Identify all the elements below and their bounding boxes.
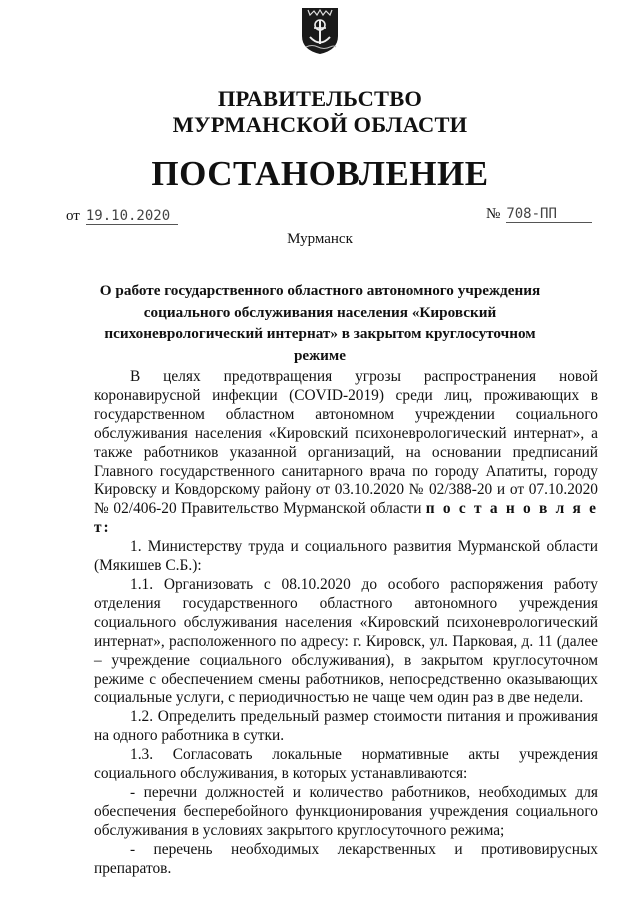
government-name [0, 86, 640, 138]
document-number: 708-ПП [506, 206, 592, 223]
bullet-item-2: - перечень необходимых лекарственных и противовирусных препаратов. [94, 840, 598, 877]
paragraph-1-2: 1.2. Определить предельный размер стоимости питания и проживания на одного работника в сутки. [94, 708, 598, 745]
number-prefix: № [486, 206, 501, 222]
paragraph-1-3: 1.3. Согласовать локальные нормативные акты учреждения социального обслуживания, в которых устанавливаются: [94, 746, 598, 783]
paragraph-1: 1. Министерству труда и социального развития Мурманской области (Мякишев С.Б.): [94, 538, 598, 575]
document-date: 19.10.2020 [86, 208, 178, 225]
bullet-item-1: - перечни должностей и количество работников, необходимых для обеспечения бесперебойного функционирования учреждения социального обслуживания в условиях закрытого круглосуточного режима; [94, 783, 598, 839]
date-field [66, 208, 178, 225]
preamble-text: В целях предотвращения угрозы распространения новой коронавирусной инфекции (COVID-2019) среди лиц, проживающих в государственном областном автономном учреждении социального обслуживания населения «Кировский психоневрологический интернат», а также работников указанной организаций, на основании предписаний Главного государственного санитарного врача по городу Апатиты, городу Кировску и Ковдорскому району от 03.10.2020 № 02/388-20 и от 07.10.2020 № 02/406-20 Правительство Мурманской области [94, 368, 598, 518]
document-subject: О работе государственного областного автономного учреждения социального обслуживания населения «Кировский психоневрологический интернат» в закрытом круглосуточном режиме [99, 282, 541, 364]
date-prefix: от [66, 208, 80, 224]
resolves-word: п о с т а н о в л я е т: [94, 500, 598, 537]
document-type-title: ПОСТАНОВЛЕНИЕ [151, 154, 489, 193]
coat-of-arms-icon [300, 6, 340, 56]
number-field [486, 206, 592, 223]
government-line-2: МУРМАНСКОЙ ОБЛАСТИ [172, 112, 468, 137]
city: Мурманск [287, 231, 353, 247]
government-line-1: ПРАВИТЕЛЬСТВО [217, 86, 423, 111]
document-body [94, 368, 598, 878]
preamble-paragraph [94, 368, 598, 538]
paragraph-1-1: 1.1. Организовать с 08.10.2020 до особого распоряжения работу отделения государственного областного автономного учреждения социального обслуживания населения «Кировский психоневрологический интернат», расположенного по адресу: г. Кировск, ул. Парковая, д. 11 (далее – учреждение социального обслуживания), в закрытом круглосуточном режиме с обеспечением смены работников, непосредственно оказывающих социальные услуги, с периодичностью не чаще чем один раз в две недели. [94, 575, 598, 707]
